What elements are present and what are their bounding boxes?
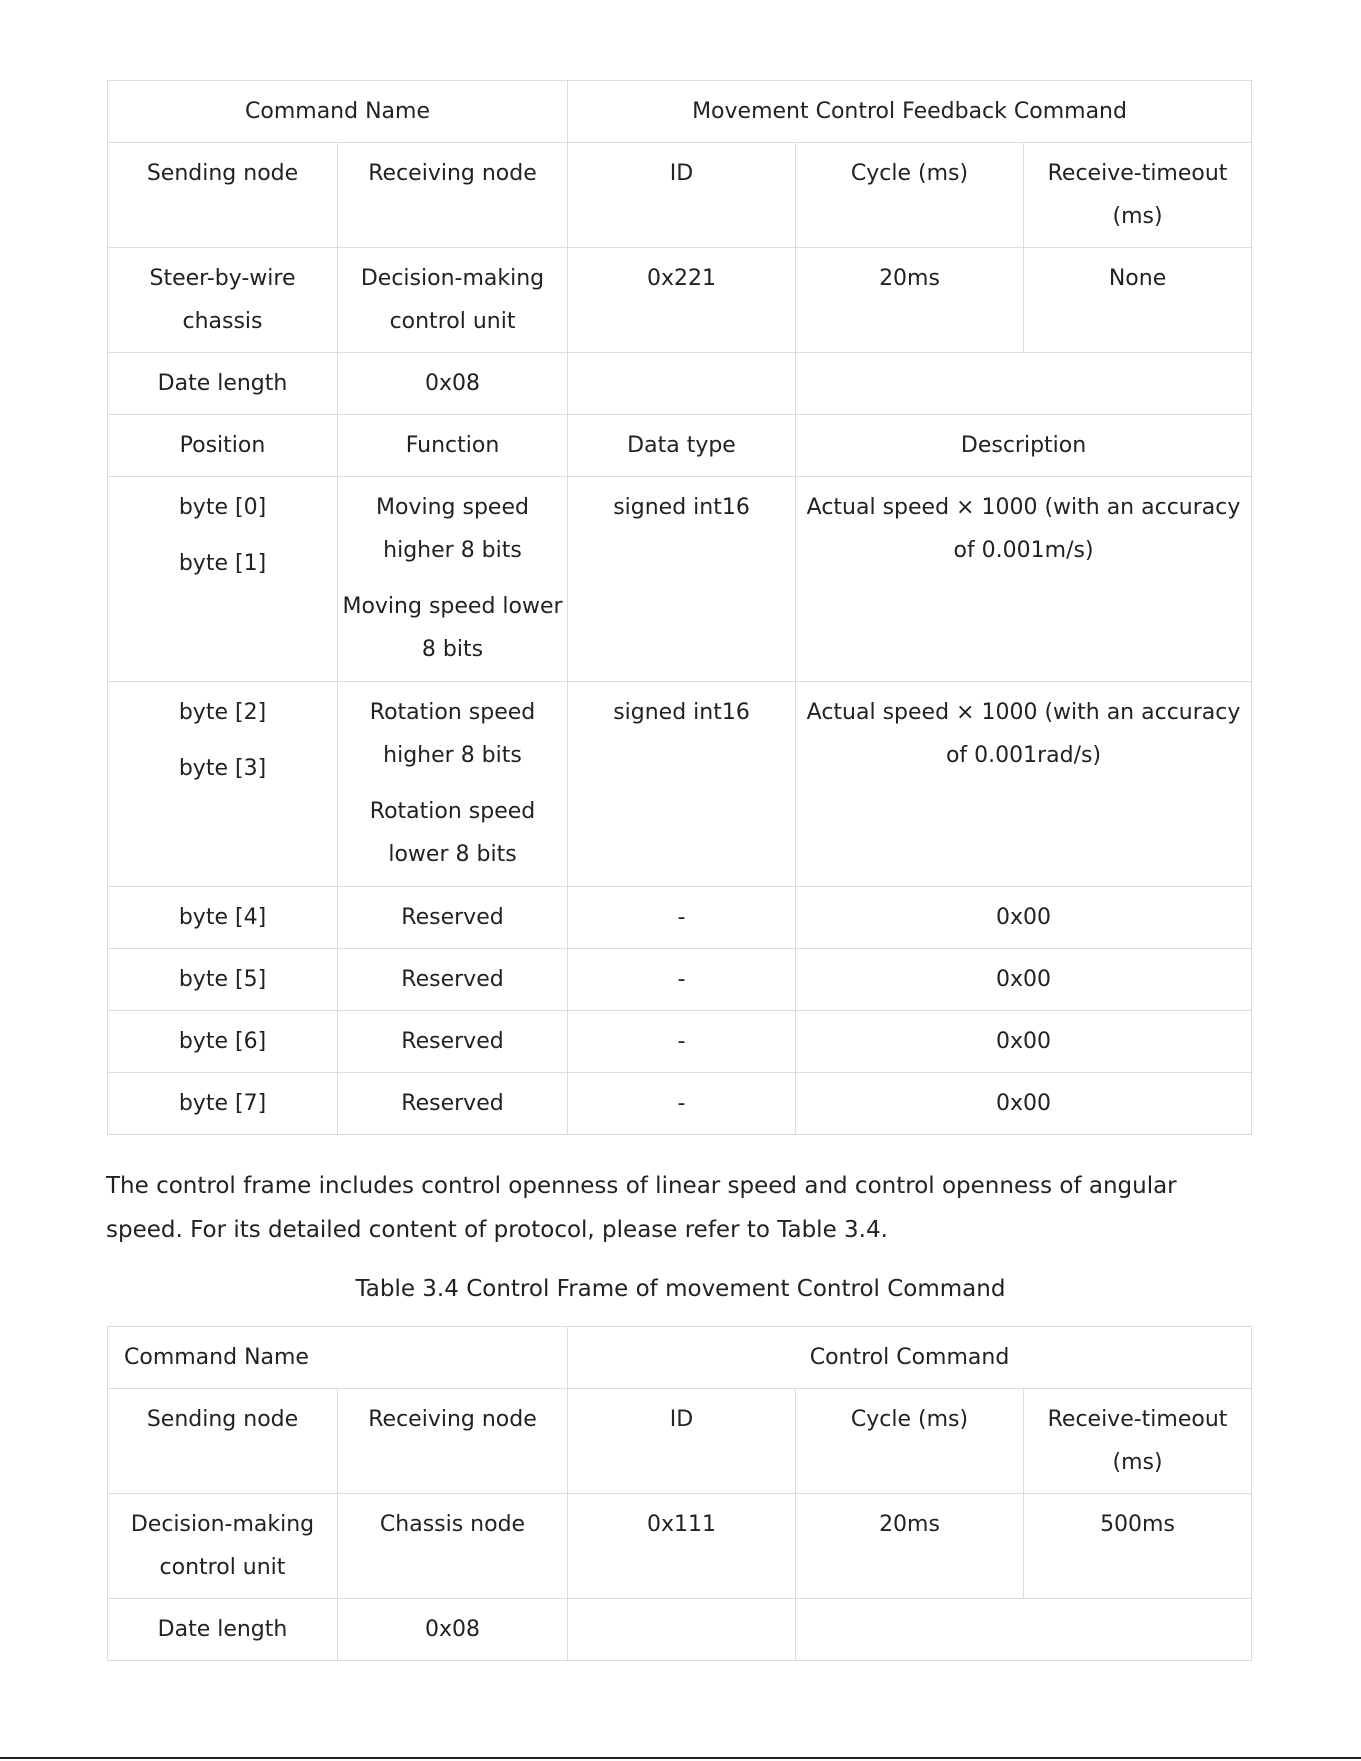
header-cycle: Cycle (ms)	[796, 1389, 1024, 1494]
position: byte [5]	[108, 949, 338, 1011]
position: byte [7]	[108, 1073, 338, 1135]
function: Reserved	[338, 1011, 568, 1073]
header-receiving-node: Receiving node	[338, 1389, 568, 1494]
position: byte [2]	[178, 700, 267, 725]
position-cell	[108, 682, 338, 887]
id-value: 0x221	[568, 248, 796, 353]
date-length-value: 0x08	[338, 1599, 568, 1661]
function: Moving speed higher 8 bits	[376, 495, 529, 563]
table-row	[108, 1011, 1252, 1073]
table-row	[108, 949, 1252, 1011]
function: Moving speed lower 8 bits	[342, 594, 563, 662]
empty-cell	[568, 1599, 796, 1661]
function-cell	[338, 477, 568, 682]
position: byte [6]	[108, 1011, 338, 1073]
command-name-label: Command Name	[108, 81, 568, 143]
header-receive-timeout: Receive-timeout (ms)	[1024, 143, 1252, 248]
description: Actual speed × 1000 (with an accuracy of 0.001rad/s)	[796, 682, 1252, 887]
header-receiving-node: Receiving node	[338, 143, 568, 248]
empty-cell	[796, 353, 1252, 415]
position: byte [0]	[178, 495, 267, 520]
control-command-table	[107, 1326, 1252, 1661]
table-row	[108, 1073, 1252, 1135]
function: Reserved	[338, 887, 568, 949]
date-length-value: 0x08	[338, 353, 568, 415]
page-bottom-rule	[0, 1757, 1361, 1759]
description: 0x00	[796, 1011, 1252, 1073]
command-name-value: Movement Control Feedback Command	[568, 81, 1252, 143]
table-caption: Table 3.4 Control Frame of movement Control Command	[355, 1276, 1006, 1302]
description: 0x00	[796, 949, 1252, 1011]
empty-cell	[568, 353, 796, 415]
table-row	[108, 477, 1252, 682]
function-cell	[338, 682, 568, 887]
id-value: 0x111	[568, 1494, 796, 1599]
command-name-value: Control Command	[568, 1327, 1252, 1389]
date-length-label: Date length	[108, 353, 338, 415]
function: Reserved	[338, 1073, 568, 1135]
description: 0x00	[796, 887, 1252, 949]
header-sending-node: Sending node	[108, 143, 338, 248]
receiving-node-value: Decision-making control unit	[338, 248, 568, 353]
data-type: -	[568, 887, 796, 949]
col-header-description: Description	[796, 415, 1252, 477]
movement-feedback-table	[107, 80, 1252, 1135]
header-id: ID	[568, 1389, 796, 1494]
header-receive-timeout: Receive-timeout (ms)	[1024, 1389, 1252, 1494]
position: byte [3]	[178, 756, 267, 781]
receiving-node-value: Chassis node	[338, 1494, 568, 1599]
col-header-function: Function	[338, 415, 568, 477]
sending-node-value: Decision-making control unit	[108, 1494, 338, 1599]
date-length-label: Date length	[108, 1599, 338, 1661]
data-type: -	[568, 949, 796, 1011]
col-header-data-type: Data type	[568, 415, 796, 477]
data-type: signed int16	[568, 477, 796, 682]
header-cycle: Cycle (ms)	[796, 143, 1024, 248]
body-paragraph: The control frame includes control openness of linear speed and control openness of angular speed. For its detailed content of protocol, please refer to Table 3.4.	[106, 1173, 1177, 1243]
data-type: -	[568, 1073, 796, 1135]
receive-timeout-value: None	[1024, 248, 1252, 353]
sending-node-value: Steer-by-wire chassis	[108, 248, 338, 353]
cycle-value: 20ms	[796, 1494, 1024, 1599]
function: Reserved	[338, 949, 568, 1011]
description: 0x00	[796, 1073, 1252, 1135]
table-row	[108, 682, 1252, 887]
empty-cell	[796, 1599, 1252, 1661]
header-sending-node: Sending node	[108, 1389, 338, 1494]
function: Rotation speed lower 8 bits	[369, 799, 536, 867]
position-cell	[108, 477, 338, 682]
command-name-label: Command Name	[108, 1327, 568, 1389]
description: Actual speed × 1000 (with an accuracy of 0.001m/s)	[796, 477, 1252, 682]
header-id: ID	[568, 143, 796, 248]
col-header-position: Position	[108, 415, 338, 477]
data-type: -	[568, 1011, 796, 1073]
receive-timeout-value: 500ms	[1024, 1494, 1252, 1599]
table-row	[108, 887, 1252, 949]
position: byte [1]	[178, 551, 267, 576]
position: byte [4]	[108, 887, 338, 949]
function: Rotation speed higher 8 bits	[369, 700, 536, 768]
cycle-value: 20ms	[796, 248, 1024, 353]
data-type: signed int16	[568, 682, 796, 887]
